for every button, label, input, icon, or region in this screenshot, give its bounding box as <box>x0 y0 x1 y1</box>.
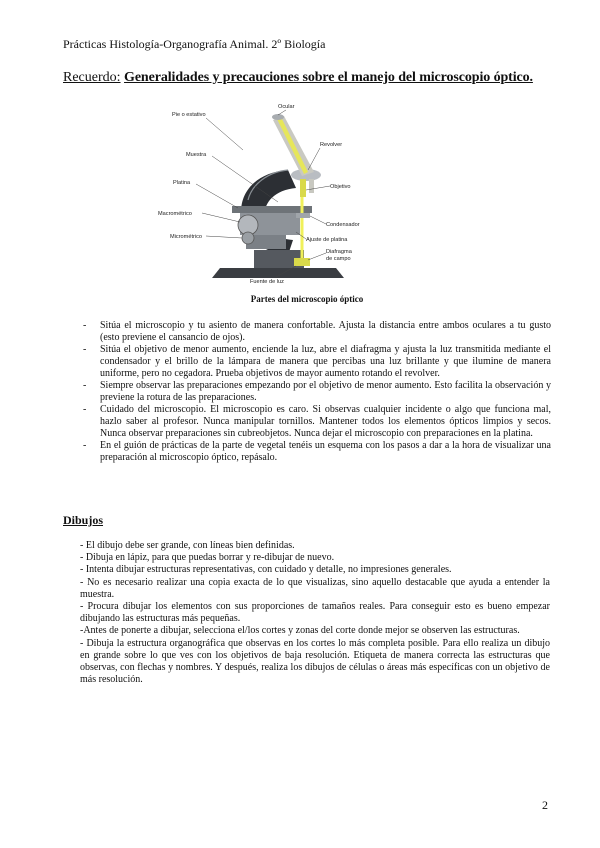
list-item: - Cuidado del microscopio. El microscopio es caro. Si observas cualquier incidente o algo que funciona mal, hazlo saber al profesor. Nunca manipular tornillos. Mantener todos los elementos ópticos limpios y secos. Nunca observar preparaciones sin cubreobjetos. Nunca dejar el microscopio con preparaciones en la platina. <box>83 404 551 440</box>
label-pie: Pie o estativo <box>172 112 206 118</box>
guideline-item: - Dibuja en lápiz, para que puedas borrar y re-dibujar de nuevo. <box>80 552 335 564</box>
heading-main: Generalidades y precauciones sobre el manejo del microscopio óptico. <box>124 70 533 85</box>
guideline-item: - El dibujo debe ser grande, con líneas bien definidas. <box>80 540 295 551</box>
drawing-guidelines <box>80 540 550 686</box>
label-condensador: Condensador <box>326 222 360 228</box>
label-platina: Platina <box>173 180 191 186</box>
label-revolver: Revolver <box>320 142 343 148</box>
list-item: - Sitúa el objetivo de menor aumento, enciende la luz, abre el diafragma y ajusta la luz transmitida mediante el condensador y el brillo de la lámpara de manera que percibas una luz brillante y que ilumine de manera uniforme, pero no cegadora. Prueba objetivos de mayor aumento rotando el revolver. <box>83 344 551 380</box>
microscope-stage <box>232 206 312 213</box>
list-item: - Sitúa el microscopio y tu asiento de manera confortable. Ajusta la distancia entre ambos oculares a tu gusto (esto previene el cansancio de ojos). <box>83 320 551 344</box>
fine-knob <box>242 232 254 244</box>
label-diafragma-campo: de campo <box>326 256 351 262</box>
label-objetivo: Objetivo <box>330 184 351 190</box>
label-fuente: Fuente de luz <box>250 279 284 285</box>
label-micrometrico: Micrométrico <box>170 234 203 240</box>
list-item: - Siempre observar las preparaciones empezando por el objetivo de menor aumento. Esto facilita la observación y previene la rotura de las preparaciones. <box>83 380 551 404</box>
microscope-base <box>212 268 344 278</box>
guideline-item: - Procura dibujar los elementos con sus proporciones de tamaños reales. Para conseguir esto es bueno empezar dibujando las estructuras más pequeñas. <box>80 601 550 625</box>
section-heading <box>63 70 533 86</box>
heading-prefix: Recuerdo: <box>63 70 121 85</box>
guideline-item: - Intenta dibujar estructuras representativas, con cuidado y detalle, no impresiones generales. <box>80 564 452 576</box>
label-ajuste: Ajuste de platina <box>306 237 348 243</box>
label-macrometrico: Macrométrico <box>158 211 192 217</box>
label-muestra: Muestra <box>186 152 207 158</box>
objective <box>300 179 306 197</box>
dibujos-heading: Dibujos <box>63 513 104 527</box>
figure-caption: Partes del microscopio óptico <box>250 294 364 304</box>
page-header: Prácticas Histología-Organografía Animal. 2º Biología <box>63 37 326 51</box>
label-ocular: Ocular <box>278 104 295 110</box>
label-diafragma: Diafragma <box>326 249 352 255</box>
list-item: - En el guión de prácticas de la parte de vegetal tenéis un esquema con los pasos a dar a la hora de visualizar una preparación al microscopio óptico, repásalo. <box>83 440 551 464</box>
precautions-list <box>83 320 551 464</box>
page-number: 2 <box>542 798 548 812</box>
guideline-item: - Dibuja la estructura organográfica que observas en los cortes lo más completa posible. Para ello realiza un dibujo en grande sobre lo que ves con los objetivos de baja resolución. Etiqueta de manera correcta las estructuras que observas, con flechas y nombres. Y después, realiza los dibujos de células o áreas más específicas con un objetivo de más resolución. <box>80 637 550 686</box>
microscope-diagram <box>158 100 398 285</box>
guideline-item: - No es necesario realizar una copia exacta de lo que visualizas, sino aquello destacable que ayuda a entender la muestra. <box>80 576 550 600</box>
guideline-item: -Antes de ponerte a dibujar, selecciona el/los cortes y zonas del corte donde mejor se observen las estructuras. <box>80 625 520 637</box>
